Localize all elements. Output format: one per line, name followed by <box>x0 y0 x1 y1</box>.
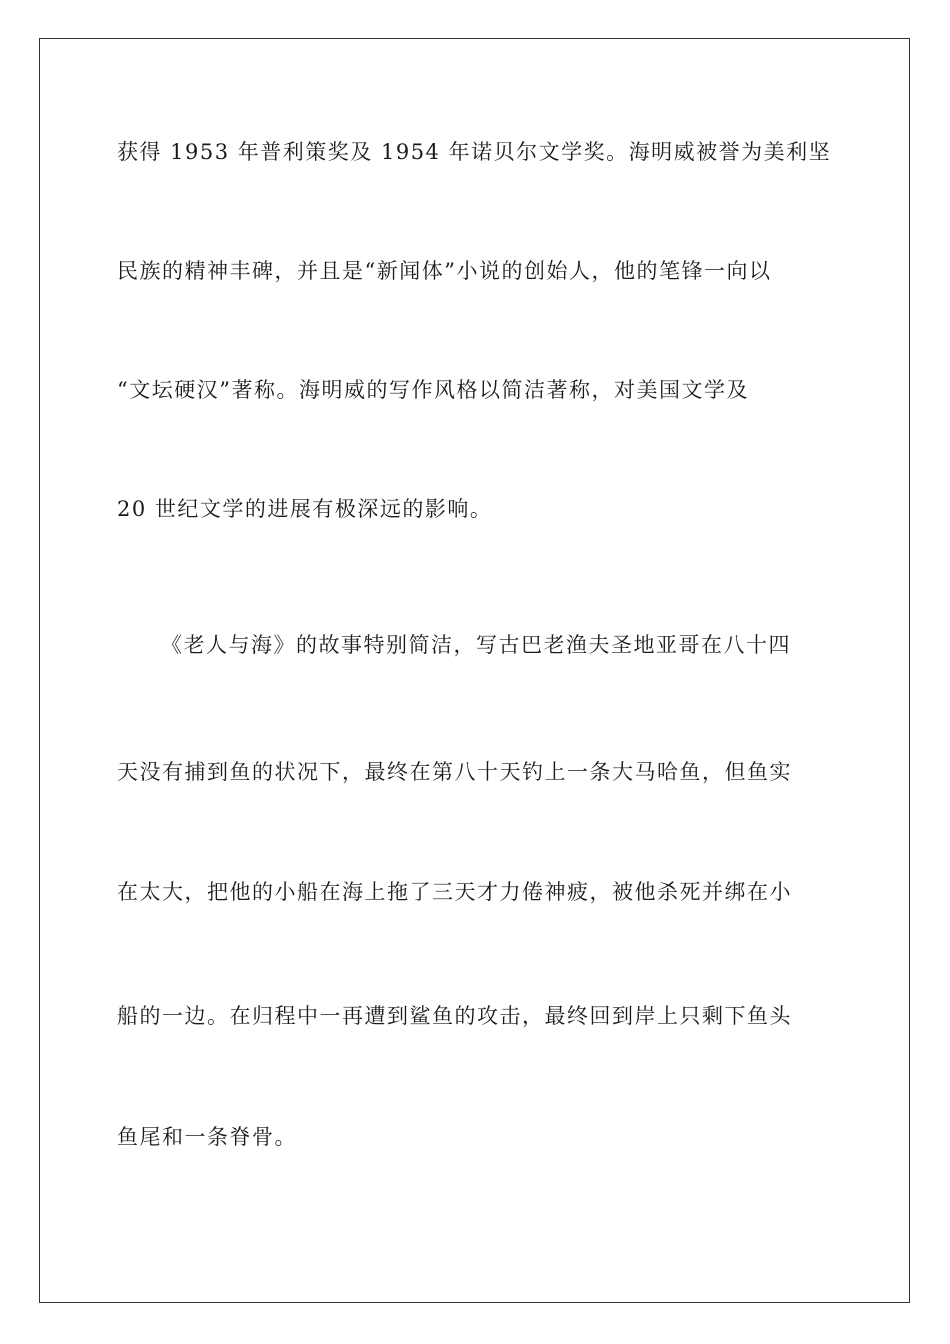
text-line-6: 天没有捕到鱼的状况下，最终在第八十天钓上一条大马哈鱼，但鱼实 <box>117 760 792 784</box>
text-line-3: “文坛硬汉”著称。海明威的写作风格以简洁著称，对美国文学及 <box>117 378 749 402</box>
text-line-4: 20 世纪文学的进展有极深远的影响。 <box>117 497 493 521</box>
text-line-2: 民族的精神丰碑，并且是“新闻体”小说的创始人，他的笔锋一向以 <box>117 259 772 283</box>
text-line-8: 船的一边。在归程中一再遭到鲨鱼的攻击，最终回到岸上只剩下鱼头 <box>117 1004 792 1028</box>
page-border <box>39 38 910 1303</box>
text-line-7: 在太大，把他的小船在海上拖了三天才力倦神疲，被他杀死并绑在小 <box>117 880 792 904</box>
text-line-9: 鱼尾和一条脊骨。 <box>117 1125 297 1149</box>
text-line-1: 获得 1953 年普利策奖及 1954 年诺贝尔文学奖。海明威被誉为美利坚 <box>117 140 832 164</box>
paragraph-2-first-line: 《老人与海》的故事特别简洁，写古巴老渔夫圣地亚哥在八十四 <box>161 633 791 657</box>
